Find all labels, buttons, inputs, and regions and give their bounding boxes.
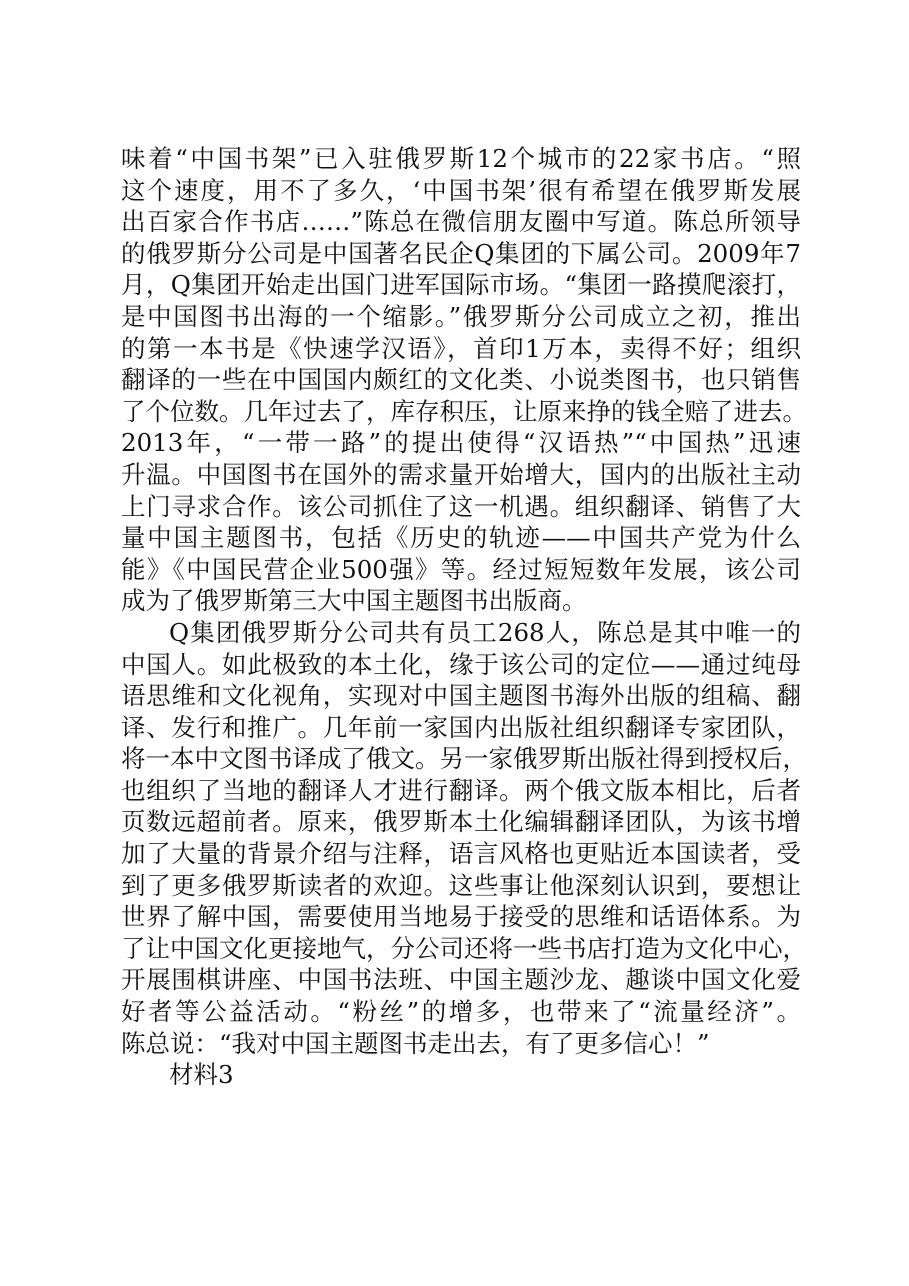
paragraph-1 — [121, 143, 807, 617]
text-line: 量中国主题图书，包括《历史的轨迹——中国共产党为什么 — [121, 523, 801, 553]
text-line: 能》《中国民营企业500强》等。经过短短数年发展，该公司 — [121, 554, 801, 584]
text-line: 出百家合作书店……”陈总在微信朋友圈中写道。陈总所领导 — [121, 207, 801, 237]
text-line: 到了更多俄罗斯读者的欢迎。这些事让他深刻认识到，要想让 — [121, 870, 801, 900]
text-line: 陈总说：“我对中国主题图书走出去，有了更多信心！” — [121, 1028, 710, 1058]
text-line: 这个速度，用不了多久，‘中国书架’很有希望在俄罗斯发展 — [121, 175, 801, 205]
text-line: 语思维和文化视角，实现对中国主题图书海外出版的组稿、翻 — [121, 681, 801, 711]
text-line: 加了大量的背景介绍与注释，语言风格也更贴近本国读者，受 — [121, 839, 801, 869]
text-line: 了让中国文化更接地气，分公司还将一些书店打造为文化中心， — [121, 933, 807, 963]
text-line: 译、发行和推广。几年前一家国内出版社组织翻译专家团队， — [121, 712, 801, 742]
text-line: 是中国图书出海的一个缩影。”俄罗斯分公司成立之初，推出 — [121, 301, 801, 331]
text-line: 翻译的一些在中国国内颇红的文化类、小说类图书，也只销售 — [121, 365, 801, 395]
text-line: 月，Q集团开始走出国门进军国际市场。“集团一路摸爬滚打， — [121, 270, 801, 300]
text-line: 的第一本书是《快速学汉语》，首印1万本，卖得不好；组织 — [121, 333, 801, 363]
text-line: 页数远超前者。原来，俄罗斯本土化编辑翻译团队，为该书增 — [121, 807, 801, 837]
text-line: 中国人。如此极致的本土化，缘于该公司的定位——通过纯母 — [121, 649, 801, 679]
text-line: 2013年，“一带一路”的提出使得“汉语热”“中国热”迅速 — [121, 428, 801, 458]
text-line: Q集团俄罗斯分公司共有员工268人，陈总是其中唯一的 — [169, 617, 801, 647]
section-heading: 材料3 — [169, 1060, 234, 1090]
text-line: 将一本中文图书译成了俄文。另一家俄罗斯出版社得到授权后， — [121, 744, 807, 774]
text-line: 也组织了当地的翻译人才进行翻译。两个俄文版本相比，后者 — [121, 775, 801, 805]
paragraph-2 — [121, 617, 807, 1059]
text-line: 升温。中国图书在国外的需求量开始增大，国内的出版社主动 — [121, 459, 801, 489]
document-body — [121, 143, 807, 1091]
text-line: 好者等公益活动。“粉丝”的增多，也带来了“流量经济”。 — [121, 997, 801, 1027]
text-line: 味着“中国书架”已入驻俄罗斯12个城市的22家书店。“照 — [121, 144, 801, 173]
text-line: 成为了俄罗斯第三大中国主题图书出版商。 — [121, 586, 587, 616]
text-line: 世界了解中国，需要使用当地易于接受的思维和话语体系。为 — [121, 902, 801, 932]
text-line: 了个位数。几年过去了，库存积压，让原来挣的钱全赔了进去。 — [121, 396, 807, 426]
text-line: 的俄罗斯分公司是中国著名民企Q集团的下属公司。2009年7 — [121, 238, 801, 268]
text-line: 上门寻求合作。该公司抓住了这一机遇。组织翻译、销售了大 — [121, 491, 801, 521]
text-line: 开展围棋讲座、中国书法班、中国主题沙龙、趣谈中国文化爱 — [121, 965, 801, 995]
